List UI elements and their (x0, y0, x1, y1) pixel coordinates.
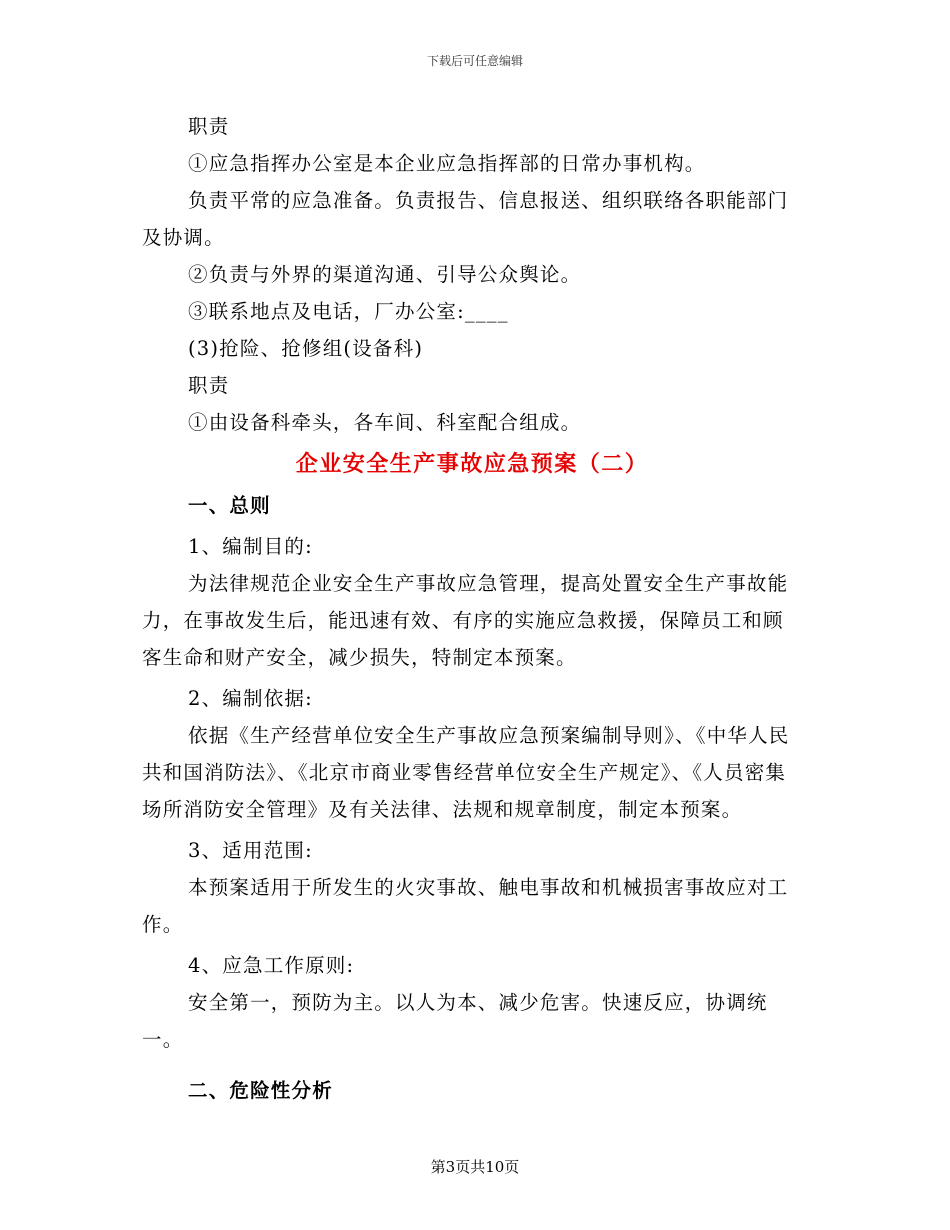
item-scope-label: 3、适用范围: (188, 839, 313, 862)
heading-risk-analysis: 二、危险性分析 (188, 1079, 333, 1102)
section-title: 企业安全生产事故应急预案（二） (295, 451, 649, 477)
item-principles-text: 安全第一，预防为主。以人为本、减少危害。快速反应，协调统一。 (142, 991, 768, 1051)
item-scope-text: 本预案适用于所发生的火灾事故、触电事故和机械损害事故应对工作。 (142, 876, 789, 936)
paragraph-contact-info: ③联系地点及电话，厂办公室:____ (188, 300, 509, 323)
page-header: 下载后可任意编辑 (426, 54, 523, 68)
item-purpose-label: 1、编制目的: (188, 535, 313, 558)
paragraph-duty-label: 职责 (188, 115, 230, 138)
item-principles-label: 4、应急工作原则: (188, 954, 355, 977)
paragraph-public-communication: ②负责与外界的渠道沟通、引导公众舆论。 (188, 263, 582, 286)
item-basis-label: 2、编制依据: (188, 687, 313, 710)
document-body (142, 108, 802, 1109)
paragraph-rescue-group: (3)抢险、抢修组(设备科) (188, 337, 424, 360)
item-basis-text: 依据《生产经营单位安全生产事故应急预案编制导则》、《中华人民共和国消防法》、《北京市商业零售经营单位安全生产规定》、《人员密集场所消防安全管理》及有关法律、法规和规章制度，制定本预案。 (142, 724, 790, 821)
heading-general-principles: 一、总则 (188, 494, 271, 517)
paragraph-office-duties: 负责平常的应急准备。负责报告、信息报送、组织联络各职能部门及协调。 (142, 189, 789, 249)
paragraph-office-role: ①应急指挥办公室是本企业应急指挥部的日常办事机构。 (188, 152, 706, 175)
paragraph-rescue-composition: ①由设备科牵头，各车间、科室配合组成。 (188, 411, 582, 434)
paragraph-duty-label-2: 职责 (188, 374, 230, 397)
page-footer: 第3页共10页 (430, 1158, 520, 1176)
item-purpose-text: 为法律规范企业安全生产事故应急管理，提高处置安全生产事故能力，在事故发生后，能迅速有效、有序的实施应急救援，保障员工和顾客生命和财产安全，减少损失，特制定本预案。 (142, 572, 789, 669)
